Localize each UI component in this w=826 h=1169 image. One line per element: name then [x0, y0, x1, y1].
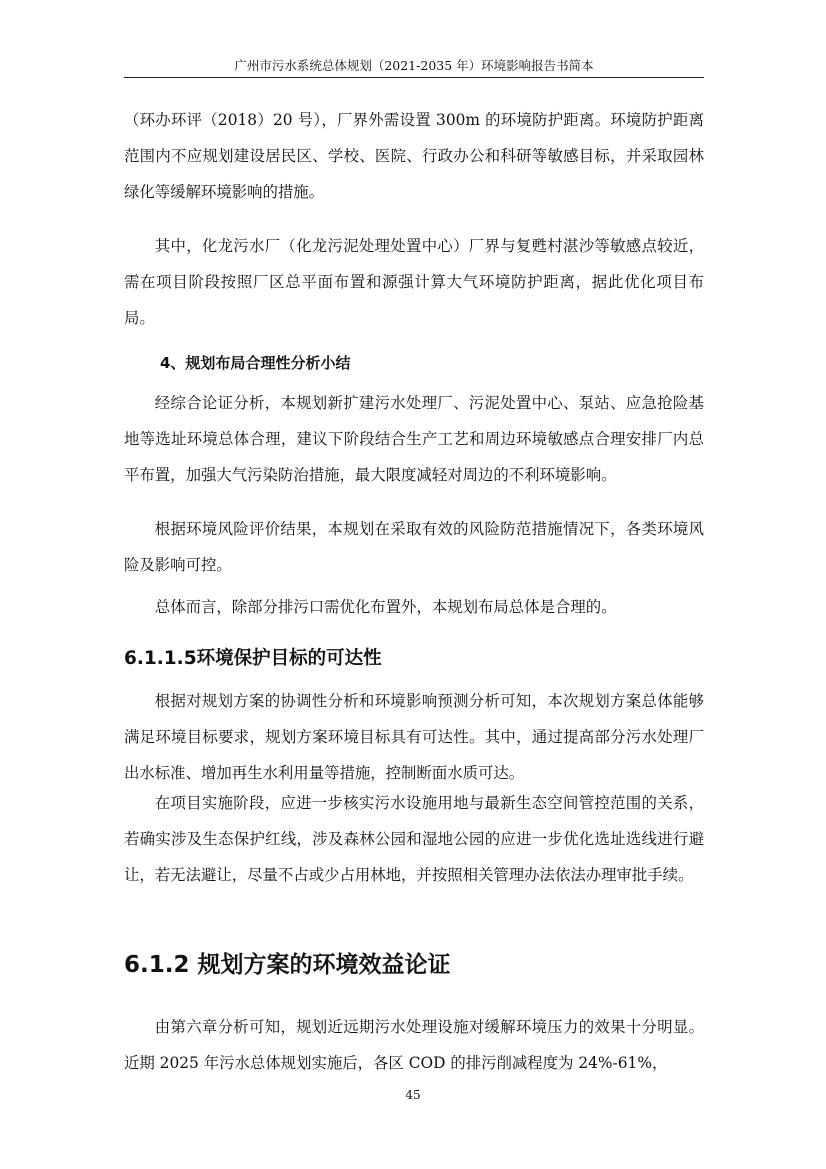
heading-6-1-1-5: 6.1.1.5环境保护目标的可达性	[124, 648, 382, 669]
paragraph-protection-distance: （环办环评（2018）20 号），厂界外需设置 300m 的环境防护距离。环境防护距离范围内不应规划建设居民区、学校、医院、行政办公和科研等敏感目标，并采取园林绿化等缓解环境影响的措施。	[124, 111, 704, 201]
heading-layout-summary: 4、规划布局合理性分析小结	[160, 354, 351, 372]
page-number: 45	[405, 1088, 421, 1102]
paragraph-implementation-stage: 在项目实施阶段，应进一步核实污水设施用地与最新生态空间管控范围的关系，若确实涉及生态保护红线，涉及森林公园和湿地公园的应进一步优化选址选线进行避让，若无法避让，尽量不占或少占用林地，并按照相关管理办法依法办理审批手续。	[124, 794, 704, 884]
paragraph-siting-conclusion: 经综合论证分析，本规划新扩建污水处理厂、污泥处置中心、泵站、应急抢险基地等选址环境总体合理，建议下阶段结合生产工艺和周边环境敏感点合理安排厂内总平布置，加强大气污染防治措施，最大限度减轻对周边的不利环境影响。	[124, 394, 704, 484]
running-header: 广州市污水系统总体规划（2021-2035 年）环境影响报告书简本	[234, 58, 594, 73]
header-rule	[124, 77, 704, 78]
paragraph-hualong-plant: 其中，化龙污水厂（化龙污泥处理处置中心）厂界与复甦村湛沙等敏感点较近，需在项目阶段按照厂区总平面布置和源强计算大气环境防护距离，据此优化项目布局。	[124, 237, 704, 327]
paragraph-risk-assessment: 根据环境风险评价结果，本规划在采取有效的风险防范措施情况下，各类环境风险及影响可控。	[124, 520, 704, 574]
paragraph-target-achievability: 根据对规划方案的协调性分析和环境影响预测分析可知，本次规划方案总体能够满足环境目标要求，规划方案环境目标具有可达性。其中，通过提高部分污水处理厂出水标准、增加再生水利用量等措施，控制断面水质可达。	[124, 692, 704, 782]
paragraph-overall-layout: 总体而言，除部分排污口需优化布置外，本规划布局总体是合理的。	[154, 598, 617, 616]
paragraph-environmental-benefit: 由第六章分析可知，规划近远期污水处理设施对缓解环境压力的效果十分明显。近期 2025 年污水总体规划实施后，各区 COD 的排污削减程度为 24%-61%，	[124, 1018, 704, 1072]
heading-6-1-2: 6.1.2 规划方案的环境效益论证	[124, 952, 451, 978]
